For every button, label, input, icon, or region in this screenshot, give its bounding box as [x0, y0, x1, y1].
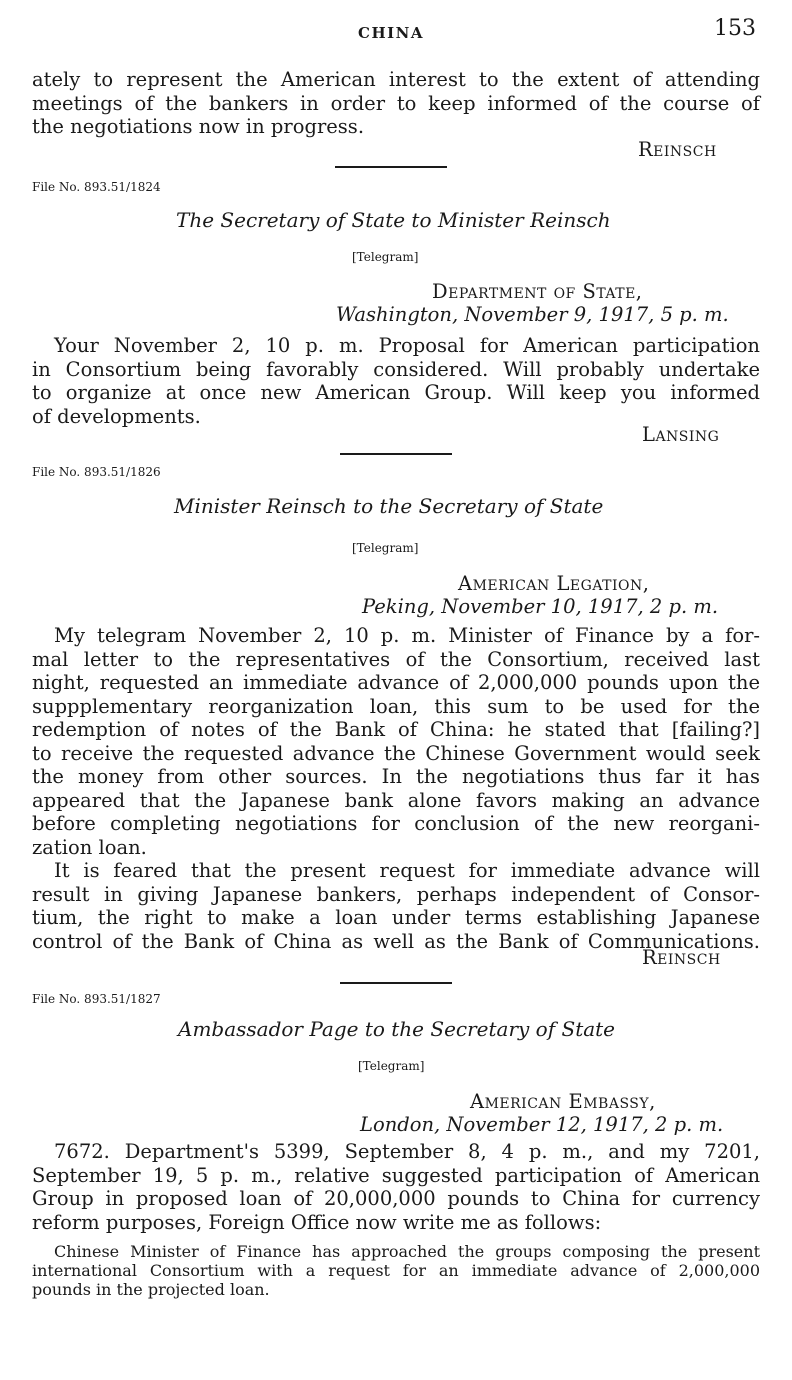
document-kind: [Telegram]	[352, 541, 419, 555]
page-number: 153	[714, 16, 756, 41]
text-line: Group in proposed loan of 20,000,000 pounds to China for currency	[32, 1187, 760, 1210]
section-divider	[335, 166, 447, 168]
text-line: 7672. Department's 5399, September 8, 4 p. m., and my 7201,	[54, 1140, 760, 1163]
section-divider	[340, 982, 452, 984]
text-line: international Consortium with a request for an immediate advance of 2,000,000	[32, 1261, 760, 1280]
document-title: Ambassador Page to the Secretary of State	[178, 1017, 616, 1041]
file-number: File No. 893.51/1826	[32, 465, 161, 479]
quoted-passage	[32, 1242, 760, 1299]
text-line: result in giving Japanese bankers, perhaps independent of Consor-	[32, 882, 760, 906]
text-line: meetings of the bankers in order to keep informed of the course of	[32, 91, 760, 115]
place-date: Peking, November 10, 1917, 2 p. m.	[362, 595, 719, 618]
section4-paragraph	[32, 1140, 760, 1234]
text-line: appeared that the Japanese bank alone favors making an advance	[32, 788, 760, 812]
text-line: control of the Bank of China as well as the Bank of Communications.	[32, 929, 760, 953]
text-line: in Consortium being favorably considered. Will probably undertake	[32, 357, 760, 381]
text-line: the money from other sources. In the negotiations thus far it has	[32, 765, 760, 788]
text-line: Your November 2, 10 p. m. Proposal for American participation	[54, 334, 760, 357]
section1-paragraph	[32, 68, 760, 139]
text-line: the negotiations now in progress.	[32, 115, 365, 138]
document-kind: [Telegram]	[352, 250, 419, 264]
file-number: File No. 893.51/1827	[32, 992, 161, 1006]
place-date: Washington, November 9, 1917, 5 p. m.	[336, 303, 729, 326]
signature: Reinsch	[642, 946, 721, 969]
text-line: ately to represent the American interest to the extent of attending	[32, 68, 760, 91]
text-line: It is feared that the present request for immediate advance will	[54, 859, 760, 882]
section-divider	[340, 453, 452, 455]
sender: American Embassy,	[470, 1090, 656, 1113]
document-kind: [Telegram]	[358, 1059, 425, 1073]
text-line: night, requested an immediate advance of 2,000,000 pounds upon the	[32, 671, 760, 694]
text-line: zation loan.	[32, 835, 147, 859]
signature: Lansing	[642, 423, 720, 446]
section2-paragraph	[32, 334, 760, 428]
text-line: mal letter to the representatives of the Consortium, received last	[32, 647, 760, 671]
text-line: September 19, 5 p. m., relative suggested participation of American	[32, 1163, 760, 1187]
text-line: tium, the right to make a loan under terms establishing Japanese	[32, 906, 760, 929]
text-line: before completing negotiations for conclusion of the new reorgani-	[32, 812, 760, 835]
file-number: File No. 893.51/1824	[32, 180, 161, 194]
text-line: suppplementary reorganization loan, this sum to be used for the	[32, 694, 760, 718]
text-line: to receive the requested advance the Chinese Government would seek	[32, 741, 760, 765]
text-line: of developments.	[32, 404, 201, 428]
running-title: CHINA	[358, 24, 424, 42]
text-line: My telegram November 2, 10 p. m. Minister of Finance by a for-	[54, 624, 760, 647]
signature: Reinsch	[638, 138, 717, 161]
document-title: Minister Reinsch to the Secretary of State	[174, 494, 604, 518]
document-title: The Secretary of State to Minister Reinsch	[176, 208, 611, 232]
text-line: Chinese Minister of Finance has approached the groups composing the present	[54, 1242, 760, 1261]
sender: American Legation,	[458, 572, 650, 595]
text-line: pounds in the projected loan.	[32, 1280, 270, 1299]
text-line: to organize at once new American Group. Will keep you informed	[32, 381, 760, 404]
text-line: redemption of notes of the Bank of China: he stated that [failing?]	[32, 718, 760, 741]
sender: Department of State,	[432, 280, 643, 303]
place-date: London, November 12, 1917, 2 p. m.	[360, 1113, 724, 1136]
text-line: reform purposes, Foreign Office now write me as follows:	[32, 1210, 602, 1234]
section3-paragraph	[32, 624, 760, 953]
